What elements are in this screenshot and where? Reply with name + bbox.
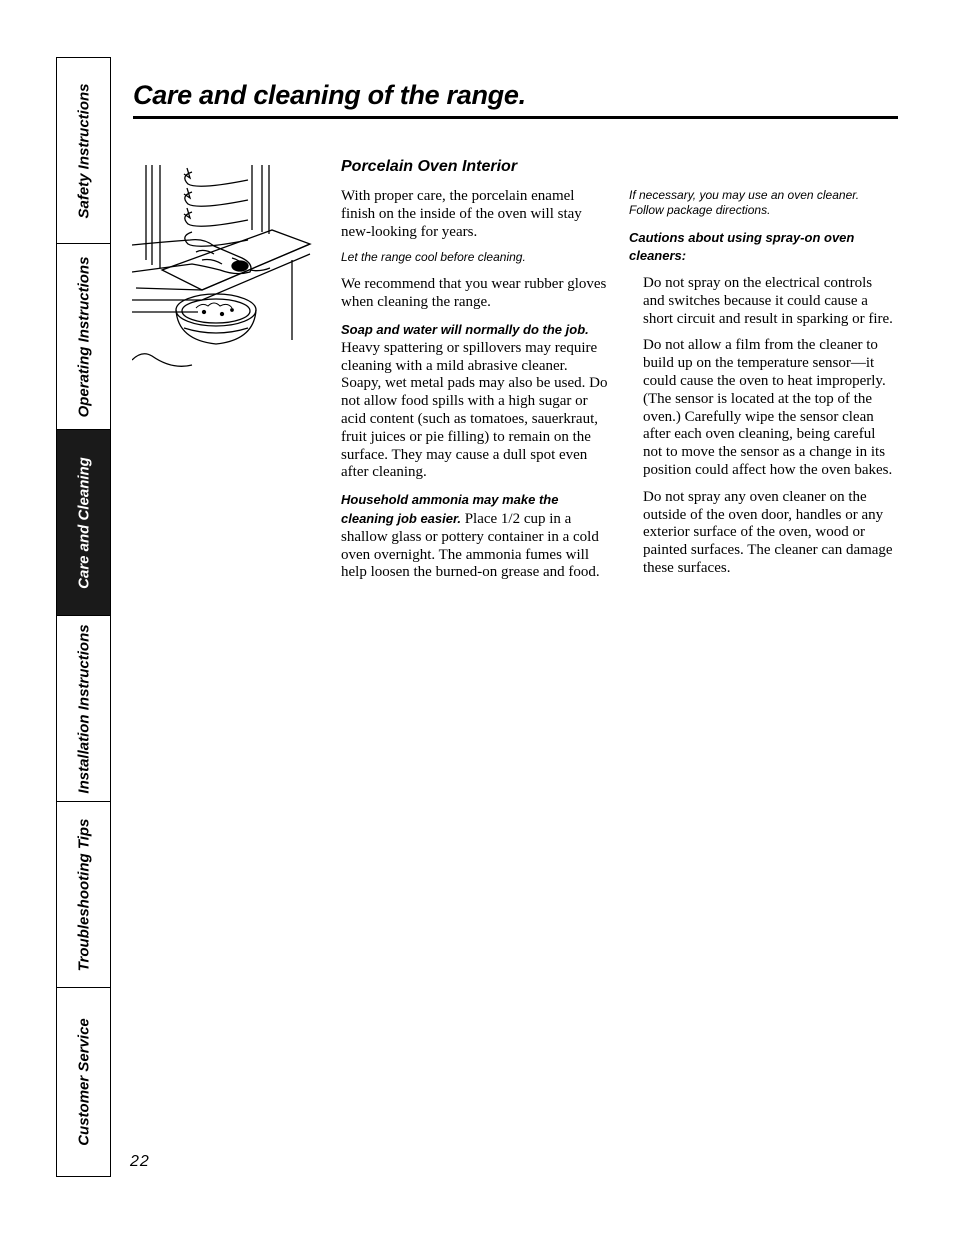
cool-note: Let the range cool before cleaning. [341,250,526,265]
ammonia-lead: Household ammonia may make the cleaning job easier. [341,492,559,526]
tab-label: Troubleshooting Tips [75,818,92,971]
tab-safety-instructions[interactable] [57,58,110,244]
tab-label: Operating Instructions [75,256,92,417]
cautions-heading: Cautions about using spray-on oven cleaners: [629,230,855,263]
soap-lead: Soap and water will normally do the job. [341,321,589,337]
tab-label: Customer Service [75,1018,92,1146]
page-number: 22 [130,1153,150,1170]
tab-troubleshooting-tips[interactable] [57,802,110,988]
section-heading: Porcelain Oven Interior [341,158,518,175]
oven-cleaning-illustration [132,160,312,375]
page-title: Care and cleaning of the range. [133,80,526,110]
right-text-column [629,188,897,587]
tab-operating-instructions[interactable] [57,244,110,430]
title-rule [133,116,898,119]
caution-item: Do not allow a film from the cleaner to build up on the temperature sensor—it could cause the oven to heat improperly. (The sensor is located at the top of the oven.) Carefully wipe the sensor clean after each oven cleaning, being careful not to move the sensor as a change in its position could affect how the oven bakes. [643,337,893,478]
caution-item: Do not spray any oven cleaner on the outside of the oven door, handles or any exterior surface of the oven, wood or painted surfaces. The cleaner can damage these surfaces. [643,488,893,576]
ammonia-paragraph [341,491,609,582]
gloves-paragraph: We recommend that you wear rubber gloves when cleaning the range. [341,276,607,311]
tab-label: Installation Instructions [75,623,92,794]
intro-paragraph: With proper care, the porcelain enamel finish on the inside of the oven will stay new-looking for years. [341,188,582,240]
tab-care-and-cleaning[interactable] [57,430,110,616]
ammonia-body: Place 1/2 cup in a shallow glass or pottery container in a cold oven overnight. The ammonia fumes will help loosen the burned-on grease and food. [341,510,600,581]
left-text-column [341,158,609,591]
soap-paragraph [341,321,609,482]
soap-body: Heavy spattering or spillovers may require cleaning with a mild abrasive cleaner. Soapy, wet metal pads may also be used. Do not allow food spills with a high sugar or acid content (such as tomatoes, sauerkraut, fruit juices or pie filling) to remain on the surface. They may cause a dull spot even after cleaning. [341,339,608,481]
side-tab-strip [56,57,111,1177]
tab-label: Care and Cleaning [75,456,92,589]
tab-label: Safety Instructions [75,82,92,219]
cleaner-note: If necessary, you may use an oven cleaner. Follow package directions. [629,188,860,217]
tab-customer-service[interactable] [57,988,110,1176]
tab-installation-instructions[interactable] [57,616,110,802]
caution-item: Do not spray on the electrical controls and switches because it could cause a short circuit and result in sparking or fire. [643,275,893,327]
